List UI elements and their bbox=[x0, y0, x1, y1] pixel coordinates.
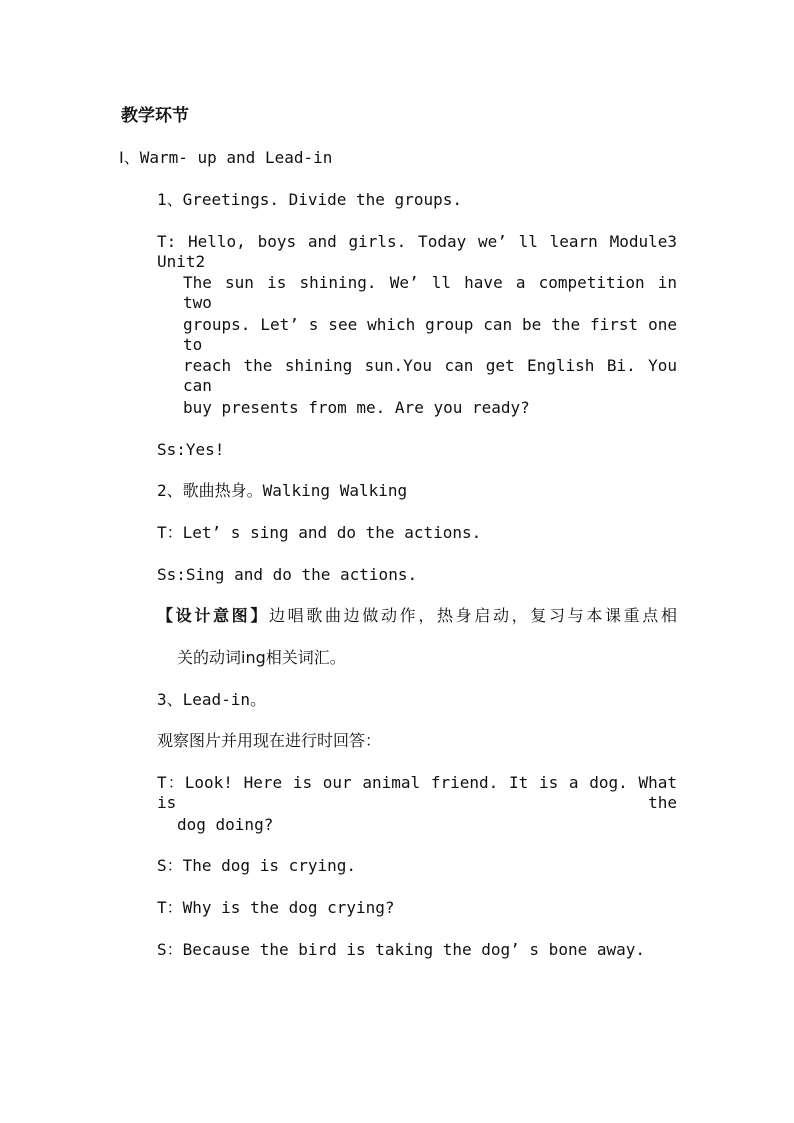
item-3-title: 3、Lead-in。 bbox=[157, 690, 267, 709]
teacher-line-sing: T：Let’ s sing and do the actions. bbox=[157, 523, 482, 542]
dialogue-line-5: S：Because the bird is taking the dog’ s bone away. bbox=[157, 940, 646, 959]
item-3-instruction: 观察图片并用现在进行时回答： bbox=[157, 731, 382, 750]
teacher-line-3: groups. Let’ s see which group can be the first one to bbox=[183, 315, 677, 354]
teacher-line-1: T: Hello, boys and girls. Today we’ ll learn Module3 Unit2 bbox=[157, 232, 677, 271]
student-reply-1: Ss:Yes! bbox=[157, 440, 225, 459]
section-heading: 教学环节 bbox=[121, 106, 189, 126]
design-intent-line-1 bbox=[157, 606, 677, 626]
teacher-line-2: The sun is shining. We’ ll have a competition in two bbox=[183, 273, 677, 312]
item-2-title: 2、歌曲热身。Walking Walking bbox=[157, 481, 408, 500]
item-1-title: 1、Greetings. Divide the groups. bbox=[157, 190, 462, 209]
design-intent-text: 边唱歌曲边做动作，热身启动，复习与本课重点相 bbox=[269, 606, 677, 625]
design-intent-label: 【设计意图】 bbox=[157, 606, 269, 625]
section-title: Ⅰ、Warm- up and Lead-in bbox=[119, 148, 333, 167]
dialogue-line-1: T：Look! Here is our animal friend. It is a dog. What is the bbox=[157, 773, 677, 812]
teacher-line-4: reach the shining sun.You can get English Bi. You can bbox=[183, 356, 677, 395]
student-reply-sing: Ss:Sing and do the actions. bbox=[157, 565, 418, 584]
teacher-line-5: buy presents from me. Are you ready? bbox=[183, 398, 530, 417]
dialogue-line-2: dog doing? bbox=[177, 815, 274, 834]
dialogue-line-3: S：The dog is crying. bbox=[157, 856, 357, 875]
design-intent-line-2: 关的动词ing相关词汇。 bbox=[177, 648, 346, 667]
dialogue-line-4: T：Why is the dog crying? bbox=[157, 898, 395, 917]
